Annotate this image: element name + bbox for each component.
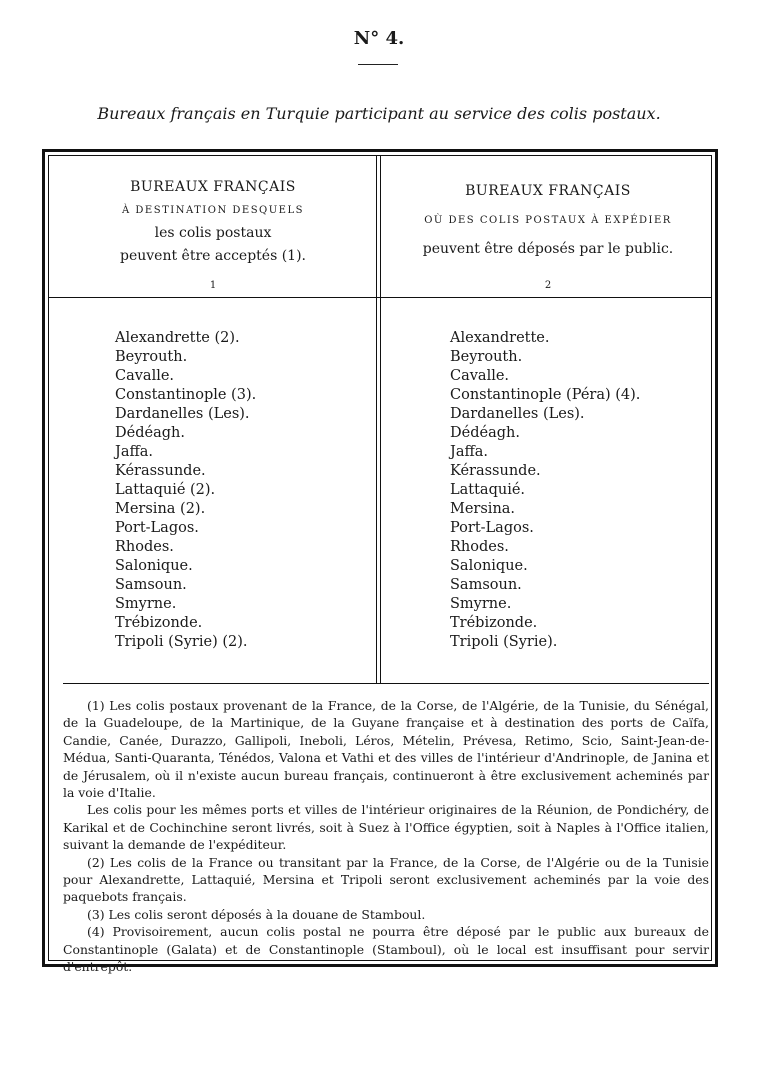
- list-item: Samsoun.: [115, 577, 187, 593]
- list-item: Trébizonde.: [115, 615, 203, 631]
- list-item: Jaffa.: [450, 444, 489, 460]
- list-item: Jaffa.: [115, 444, 154, 460]
- column-1-number: 1: [209, 280, 217, 291]
- list-item: Salonique.: [115, 558, 193, 574]
- column-2-list: [450, 329, 640, 652]
- list-item: Lattaquié.: [450, 482, 526, 498]
- list-item: Smyrne.: [115, 596, 177, 612]
- list-item: Constantinople (3).: [115, 387, 257, 403]
- list-item: Beyrouth.: [450, 349, 523, 365]
- footnote-1-continued: Les colis pour les mêmes ports et villes de l'intérieur originaires de la Réunion, de Pondichéry, de Karikal et de Cochinchine seront livrés, soit à Suez à l'Office égyptien, soit à Naples à l'Office italien, suivant la demande de l'expéditeur.: [63, 802, 709, 853]
- list-item: Mersina (2).: [115, 501, 206, 517]
- notes-rule: [63, 683, 709, 684]
- column-2-header-line2: OÙ DES COLIS POSTAUX À EXPÉDIER: [424, 215, 672, 226]
- list-item: Dardanelles (Les).: [450, 406, 585, 422]
- footnote-2: (2) Les colis de la France ou transitant par la France, de la Corse, de l'Algérie ou de la Tunisie pour Alexandrette, Lattaquié, Mersina et Tripoli seront exclusivement acheminés par la voie des paquebots français.: [63, 854, 709, 905]
- list-item: Beyrouth.: [115, 349, 188, 365]
- column-2-header: [387, 176, 709, 297]
- footnote-3: (3) Les colis seront déposés à la douane de Stamboul.: [87, 906, 426, 922]
- column-1-header-line3: les colis postaux: [154, 225, 272, 241]
- list-item: Constantinople (Péra) (4).: [450, 387, 641, 403]
- column-2-number: 2: [544, 280, 552, 291]
- list-item: Rhodes.: [450, 539, 509, 555]
- list-item: Dardanelles (Les).: [115, 406, 250, 422]
- column-2-header-line1: BUREAUX FRANÇAIS: [465, 183, 631, 199]
- table-inner: [48, 155, 712, 975]
- list-item: Dédéagh.: [450, 425, 520, 441]
- column-1-header: [57, 176, 369, 297]
- list-item: Alexandrette.: [450, 330, 550, 346]
- table-frame: [42, 149, 718, 975]
- list-item: Rhodes.: [115, 539, 174, 555]
- column-divider: [380, 156, 381, 684]
- footnote-1: (1) Les colis postaux provenant de la France, de la Corse, de l'Algérie, de la Tunisie, du Sénégal, de la Guadeloupe, de la Martinique, de la Guyane française et à destination des ports de Caïfa, Candie, Canée, Durazzo, Gallipoli, Ineboli, Léros, Mételin, Prévesa, Retimo, Scio, Saint-Jean-de-Médua, Santi-Quaranta, Ténédos, Valona et Vathi et des villes de l'intérieur d'Andrinople, de Janina et de Jérusalem, où il n'existe aucun bureau français, continueront à être exclusivement acheminés par la voie d'Italie.: [63, 698, 709, 801]
- column-1-header-line2: À DESTINATION DESQUELS: [122, 205, 304, 216]
- list-item: Port-Lagos.: [115, 520, 199, 536]
- header-rule: [49, 297, 711, 298]
- list-item: Kérassunde.: [115, 463, 206, 479]
- list-item: Mersina.: [450, 501, 516, 517]
- column-2-header-line3: peuvent être déposés par le public.: [422, 241, 674, 257]
- list-item: Tripoli (Syrie).: [450, 634, 558, 650]
- list-item: Tripoli (Syrie) (2).: [115, 634, 248, 650]
- page-title: Bureaux français en Turquie participant au service des colis postaux.: [97, 104, 661, 123]
- list-item: Salonique.: [450, 558, 528, 574]
- list-item: Port-Lagos.: [450, 520, 534, 536]
- list-item: Smyrne.: [450, 596, 512, 612]
- list-item: Lattaquié (2).: [115, 482, 216, 498]
- list-item: Cavalle.: [450, 368, 510, 384]
- list-item: Kérassunde.: [450, 463, 541, 479]
- column-1-header-line4: peuvent être acceptés (1).: [120, 248, 306, 264]
- column-divider: [376, 156, 377, 684]
- column-1-list: [115, 329, 256, 652]
- list-item: Alexandrette (2).: [115, 330, 240, 346]
- page-number: N° 4.: [353, 28, 405, 49]
- footnote-4: (4) Provisoirement, aucun colis postal ne pourra être déposé par le public aux bureaux de Constantinople (Galata) et de Constantinople (Stamboul), où le local est insuffisant pour servir d'entrepôt.: [63, 924, 709, 975]
- list-item: Dédéagh.: [115, 425, 185, 441]
- footnotes: [63, 697, 709, 976]
- list-item: Samsoun.: [450, 577, 522, 593]
- list-item: Cavalle.: [115, 368, 175, 384]
- column-1-header-line1: BUREAUX FRANÇAIS: [130, 179, 296, 195]
- list-item: Trébizonde.: [450, 615, 538, 631]
- title-rule: [358, 64, 398, 65]
